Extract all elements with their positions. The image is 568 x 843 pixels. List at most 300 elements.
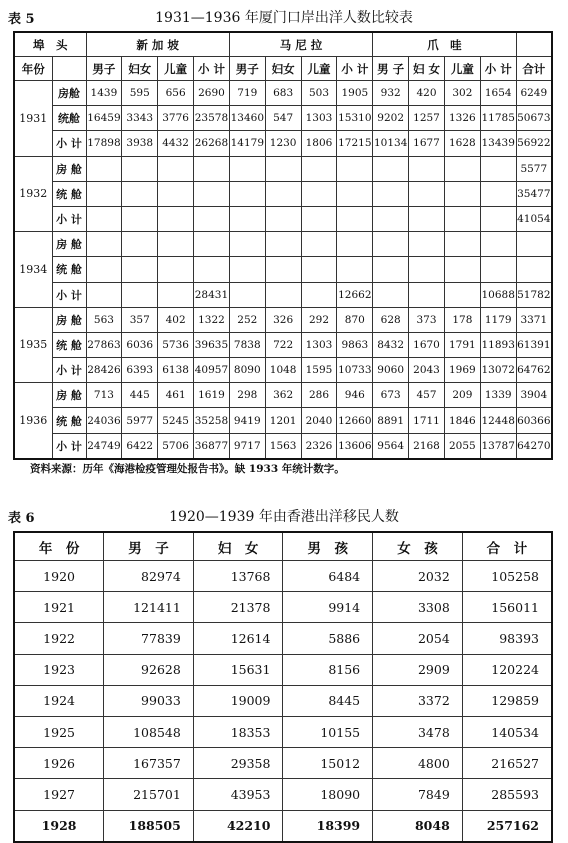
value-cell: 503	[301, 81, 337, 106]
value-cell: 1201	[265, 408, 301, 433]
cabin-type-cell: 小 计	[52, 358, 86, 383]
value-cell: 2054	[373, 623, 463, 654]
value-cell: 216527	[462, 748, 552, 779]
value-cell: 2326	[301, 433, 337, 459]
value-cell: 932	[373, 81, 409, 106]
value-cell: 719	[229, 81, 265, 106]
table6-label: 表 6	[8, 511, 35, 526]
port-name: 爪 哇	[373, 32, 516, 57]
year-cell: 1934	[14, 232, 52, 308]
table-row	[14, 810, 552, 842]
value-cell: 870	[337, 307, 373, 332]
value-cell: 2032	[373, 561, 463, 592]
value-cell	[194, 156, 230, 181]
value-cell: 64762	[516, 358, 552, 383]
table5-subheader-row	[14, 57, 552, 81]
value-cell: 2043	[409, 358, 445, 383]
value-cell: 9914	[283, 592, 373, 623]
table-row	[14, 654, 552, 685]
value-cell: 8048	[373, 810, 463, 842]
column-header: 妇 女	[193, 532, 283, 561]
table-row	[14, 81, 552, 106]
year-cell: 1936	[14, 383, 52, 459]
value-cell: 6484	[283, 561, 373, 592]
value-cell: 5706	[158, 433, 194, 459]
value-cell: 1179	[480, 307, 516, 332]
value-cell: 60366	[516, 408, 552, 433]
value-cell	[158, 206, 194, 231]
table-row	[14, 282, 552, 307]
value-cell: 357	[122, 307, 158, 332]
value-cell: 9202	[373, 106, 409, 131]
value-cell	[480, 156, 516, 181]
value-cell: 12448	[480, 408, 516, 433]
column-header: 女 孩	[373, 532, 463, 561]
value-cell: 2690	[194, 81, 230, 106]
value-cell	[444, 181, 480, 206]
cabin-type-cell: 统 舱	[52, 257, 86, 282]
value-cell: 61391	[516, 332, 552, 357]
column-header: 男 子	[104, 532, 194, 561]
year-cell: 1931	[14, 81, 52, 157]
port-name: 新 加 坡	[86, 32, 229, 57]
value-cell	[444, 232, 480, 257]
table5-label: 表 5	[8, 12, 35, 27]
value-cell: 18353	[193, 716, 283, 747]
year-cell: 1926	[14, 748, 104, 779]
value-cell: 120224	[462, 654, 552, 685]
value-cell	[194, 206, 230, 231]
value-cell: 3372	[373, 685, 463, 716]
value-cell: 673	[373, 383, 409, 408]
value-cell	[265, 206, 301, 231]
value-cell	[444, 156, 480, 181]
table-row	[14, 307, 552, 332]
value-cell	[86, 282, 122, 307]
value-cell	[158, 232, 194, 257]
table-row	[14, 232, 552, 257]
column-header: 妇 女	[409, 57, 445, 81]
cabin-type-cell: 小 计	[52, 131, 86, 156]
table5-emigration-comparison	[13, 31, 553, 460]
value-cell: 43953	[193, 779, 283, 810]
value-cell: 257162	[462, 810, 552, 842]
value-cell: 13460	[229, 106, 265, 131]
value-cell: 2040	[301, 408, 337, 433]
value-cell: 105258	[462, 561, 552, 592]
value-cell	[265, 232, 301, 257]
value-cell: 35258	[194, 408, 230, 433]
table-row	[14, 181, 552, 206]
value-cell	[301, 181, 337, 206]
value-cell: 12614	[193, 623, 283, 654]
value-cell: 215701	[104, 779, 194, 810]
value-cell: 13072	[480, 358, 516, 383]
value-cell	[229, 181, 265, 206]
value-cell	[301, 206, 337, 231]
value-cell: 10134	[373, 131, 409, 156]
value-cell: 5736	[158, 332, 194, 357]
year-cell: 1922	[14, 623, 104, 654]
value-cell	[409, 232, 445, 257]
year-cell: 1932	[14, 156, 52, 232]
value-cell	[122, 257, 158, 282]
value-cell: 595	[122, 81, 158, 106]
value-cell: 373	[409, 307, 445, 332]
value-cell: 51782	[516, 282, 552, 307]
value-cell: 21378	[193, 592, 283, 623]
year-cell: 1920	[14, 561, 104, 592]
value-cell: 4432	[158, 131, 194, 156]
table6-title: 1920—1939 年由香港出洋移民人数	[169, 509, 399, 525]
value-cell	[301, 257, 337, 282]
value-cell	[409, 181, 445, 206]
value-cell: 946	[337, 383, 373, 408]
cabin-type-cell: 房 舱	[52, 156, 86, 181]
cabin-type-cell: 房 舱	[52, 232, 86, 257]
value-cell	[480, 206, 516, 231]
value-cell: 1791	[444, 332, 480, 357]
value-cell: 9564	[373, 433, 409, 459]
cabin-type-cell: 小 计	[52, 206, 86, 231]
value-cell: 28426	[86, 358, 122, 383]
column-header: 小 计	[337, 57, 373, 81]
column-header: 男 子	[373, 57, 409, 81]
column-header: 妇女	[265, 57, 301, 81]
value-cell: 302	[444, 81, 480, 106]
value-cell	[516, 232, 552, 257]
value-cell	[265, 257, 301, 282]
value-cell: 41054	[516, 206, 552, 231]
table-row	[14, 716, 552, 747]
value-cell: 722	[265, 332, 301, 357]
value-cell: 19009	[193, 685, 283, 716]
value-cell	[301, 232, 337, 257]
value-cell: 1806	[301, 131, 337, 156]
value-cell: 129859	[462, 685, 552, 716]
value-cell: 13606	[337, 433, 373, 459]
value-cell: 2909	[373, 654, 463, 685]
column-header: 男子	[229, 57, 265, 81]
value-cell: 5977	[122, 408, 158, 433]
value-cell	[373, 181, 409, 206]
value-cell: 9060	[373, 358, 409, 383]
value-cell: 298	[229, 383, 265, 408]
value-cell: 15012	[283, 748, 373, 779]
value-cell: 121411	[104, 592, 194, 623]
column-header: 合计	[516, 57, 552, 81]
value-cell: 17215	[337, 131, 373, 156]
value-cell: 156011	[462, 592, 552, 623]
value-cell: 1628	[444, 131, 480, 156]
value-cell	[373, 282, 409, 307]
value-cell	[158, 156, 194, 181]
value-cell	[122, 156, 158, 181]
year-cell: 1921	[14, 592, 104, 623]
value-cell	[516, 257, 552, 282]
value-cell: 92628	[104, 654, 194, 685]
value-cell: 50673	[516, 106, 552, 131]
value-cell: 252	[229, 307, 265, 332]
value-cell: 82974	[104, 561, 194, 592]
table-row	[14, 106, 552, 131]
value-cell: 7849	[373, 779, 463, 810]
value-cell: 12662	[337, 282, 373, 307]
value-cell	[373, 257, 409, 282]
value-cell: 11785	[480, 106, 516, 131]
value-cell: 16459	[86, 106, 122, 131]
value-cell	[337, 206, 373, 231]
column-header: 年 份	[14, 532, 104, 561]
year-cell: 1923	[14, 654, 104, 685]
value-cell: 140534	[462, 716, 552, 747]
value-cell: 362	[265, 383, 301, 408]
cabin-type-cell: 房 舱	[52, 307, 86, 332]
value-cell: 13768	[193, 561, 283, 592]
value-cell	[373, 232, 409, 257]
value-cell	[122, 181, 158, 206]
value-cell	[122, 232, 158, 257]
value-cell: 188505	[104, 810, 194, 842]
value-cell: 1322	[194, 307, 230, 332]
value-cell	[86, 232, 122, 257]
value-cell: 1048	[265, 358, 301, 383]
value-cell: 15310	[337, 106, 373, 131]
value-cell: 1326	[444, 106, 480, 131]
value-cell	[373, 156, 409, 181]
port-header: 埠 头	[14, 32, 86, 57]
value-cell: 3776	[158, 106, 194, 131]
value-cell: 2055	[444, 433, 480, 459]
cabin-type-cell: 房 舱	[52, 383, 86, 408]
value-cell	[409, 206, 445, 231]
year-header: 年份	[14, 57, 52, 81]
value-cell: 547	[265, 106, 301, 131]
value-cell: 5245	[158, 408, 194, 433]
table5-title: 1931—1936 年厦门口岸出洋人数比较表	[155, 10, 413, 26]
table-row	[14, 561, 552, 592]
value-cell: 17898	[86, 131, 122, 156]
column-header: 小 计	[194, 57, 230, 81]
table-row	[14, 748, 552, 779]
value-cell: 14179	[229, 131, 265, 156]
value-cell: 3904	[516, 383, 552, 408]
column-header: 儿童	[158, 57, 194, 81]
table-row	[14, 433, 552, 459]
value-cell	[229, 156, 265, 181]
value-cell: 9419	[229, 408, 265, 433]
value-cell: 1670	[409, 332, 445, 357]
value-cell: 9863	[337, 332, 373, 357]
value-cell: 64270	[516, 433, 552, 459]
value-cell: 13439	[480, 131, 516, 156]
value-cell: 3343	[122, 106, 158, 131]
cabin-type-cell: 小 计	[52, 433, 86, 459]
value-cell	[194, 232, 230, 257]
table-row	[14, 592, 552, 623]
value-cell: 1230	[265, 131, 301, 156]
value-cell	[409, 282, 445, 307]
value-cell	[86, 156, 122, 181]
value-cell: 8445	[283, 685, 373, 716]
value-cell	[122, 282, 158, 307]
value-cell: 9717	[229, 433, 265, 459]
column-header: 儿童	[301, 57, 337, 81]
value-cell: 628	[373, 307, 409, 332]
value-cell: 402	[158, 307, 194, 332]
value-cell: 1563	[265, 433, 301, 459]
value-cell: 5577	[516, 156, 552, 181]
value-cell	[409, 257, 445, 282]
value-cell: 23578	[194, 106, 230, 131]
value-cell: 3371	[516, 307, 552, 332]
value-cell: 445	[122, 383, 158, 408]
value-cell: 1619	[194, 383, 230, 408]
value-cell	[480, 181, 516, 206]
table-row	[14, 206, 552, 231]
table6-header-row	[14, 532, 552, 561]
value-cell	[265, 156, 301, 181]
value-cell	[229, 282, 265, 307]
value-cell: 6138	[158, 358, 194, 383]
table-row	[14, 358, 552, 383]
value-cell: 1677	[409, 131, 445, 156]
value-cell: 6422	[122, 433, 158, 459]
value-cell	[373, 206, 409, 231]
value-cell: 56922	[516, 131, 552, 156]
table5-port-header-row	[14, 32, 552, 57]
table-row	[14, 408, 552, 433]
value-cell: 461	[158, 383, 194, 408]
cabin-type-cell: 小 计	[52, 282, 86, 307]
table-row	[14, 685, 552, 716]
value-cell	[86, 181, 122, 206]
column-header: 合 计	[462, 532, 552, 561]
value-cell: 5886	[283, 623, 373, 654]
cabin-type-cell: 统 舱	[52, 408, 86, 433]
value-cell	[158, 282, 194, 307]
value-cell: 8432	[373, 332, 409, 357]
cabin-type-cell: 房舱	[52, 81, 86, 106]
value-cell	[444, 282, 480, 307]
value-cell	[301, 282, 337, 307]
value-cell: 1439	[86, 81, 122, 106]
value-cell: 167357	[104, 748, 194, 779]
value-cell: 39635	[194, 332, 230, 357]
value-cell	[444, 206, 480, 231]
value-cell	[301, 156, 337, 181]
value-cell: 77839	[104, 623, 194, 654]
value-cell: 26268	[194, 131, 230, 156]
column-header: 小 计	[480, 57, 516, 81]
value-cell: 656	[158, 81, 194, 106]
value-cell	[480, 257, 516, 282]
value-cell: 10155	[283, 716, 373, 747]
value-cell: 6249	[516, 81, 552, 106]
value-cell: 28431	[194, 282, 230, 307]
cabin-type-cell: 统舱	[52, 106, 86, 131]
value-cell: 8891	[373, 408, 409, 433]
value-cell: 1654	[480, 81, 516, 106]
value-cell: 10733	[337, 358, 373, 383]
table-row	[14, 383, 552, 408]
column-header: 男 孩	[283, 532, 373, 561]
value-cell: 285593	[462, 779, 552, 810]
value-cell: 18399	[283, 810, 373, 842]
value-cell	[337, 257, 373, 282]
value-cell: 99033	[104, 685, 194, 716]
value-cell	[265, 181, 301, 206]
year-cell: 1928	[14, 810, 104, 842]
value-cell: 8156	[283, 654, 373, 685]
year-cell: 1927	[14, 779, 104, 810]
value-cell: 683	[265, 81, 301, 106]
column-header: 儿童	[444, 57, 480, 81]
value-cell	[229, 257, 265, 282]
table-row	[14, 156, 552, 181]
value-cell: 209	[444, 383, 480, 408]
value-cell: 36877	[194, 433, 230, 459]
value-cell: 8090	[229, 358, 265, 383]
value-cell: 3478	[373, 716, 463, 747]
value-cell: 3938	[122, 131, 158, 156]
table-row	[14, 779, 552, 810]
value-cell: 11893	[480, 332, 516, 357]
value-cell: 1339	[480, 383, 516, 408]
value-cell: 24036	[86, 408, 122, 433]
value-cell	[444, 257, 480, 282]
blank-cell	[516, 32, 552, 57]
value-cell	[229, 232, 265, 257]
year-cell: 1924	[14, 685, 104, 716]
value-cell: 98393	[462, 623, 552, 654]
column-header: 妇女	[122, 57, 158, 81]
port-name: 马 尼 拉	[229, 32, 372, 57]
value-cell	[194, 257, 230, 282]
table-row	[14, 623, 552, 654]
value-cell: 3308	[373, 592, 463, 623]
value-cell	[86, 206, 122, 231]
value-cell: 286	[301, 383, 337, 408]
table-row	[14, 131, 552, 156]
value-cell	[409, 156, 445, 181]
value-cell	[480, 232, 516, 257]
table5-source-note: 资料来源：历年《海港检疫管理处报告书》。缺 1933 年统计数字。	[30, 463, 345, 475]
value-cell: 35477	[516, 181, 552, 206]
value-cell: 713	[86, 383, 122, 408]
value-cell	[86, 257, 122, 282]
value-cell: 29358	[193, 748, 283, 779]
value-cell	[337, 181, 373, 206]
year-cell: 1925	[14, 716, 104, 747]
value-cell: 563	[86, 307, 122, 332]
value-cell: 1303	[301, 332, 337, 357]
value-cell: 24749	[86, 433, 122, 459]
table6-hongkong-emigrants	[13, 531, 553, 843]
value-cell: 292	[301, 307, 337, 332]
value-cell: 10688	[480, 282, 516, 307]
value-cell: 178	[444, 307, 480, 332]
value-cell: 40957	[194, 358, 230, 383]
value-cell: 326	[265, 307, 301, 332]
value-cell: 18090	[283, 779, 373, 810]
value-cell: 1711	[409, 408, 445, 433]
value-cell: 1257	[409, 106, 445, 131]
value-cell: 457	[409, 383, 445, 408]
value-cell: 27863	[86, 332, 122, 357]
cabin-type-cell: 统 舱	[52, 332, 86, 357]
value-cell: 13787	[480, 433, 516, 459]
